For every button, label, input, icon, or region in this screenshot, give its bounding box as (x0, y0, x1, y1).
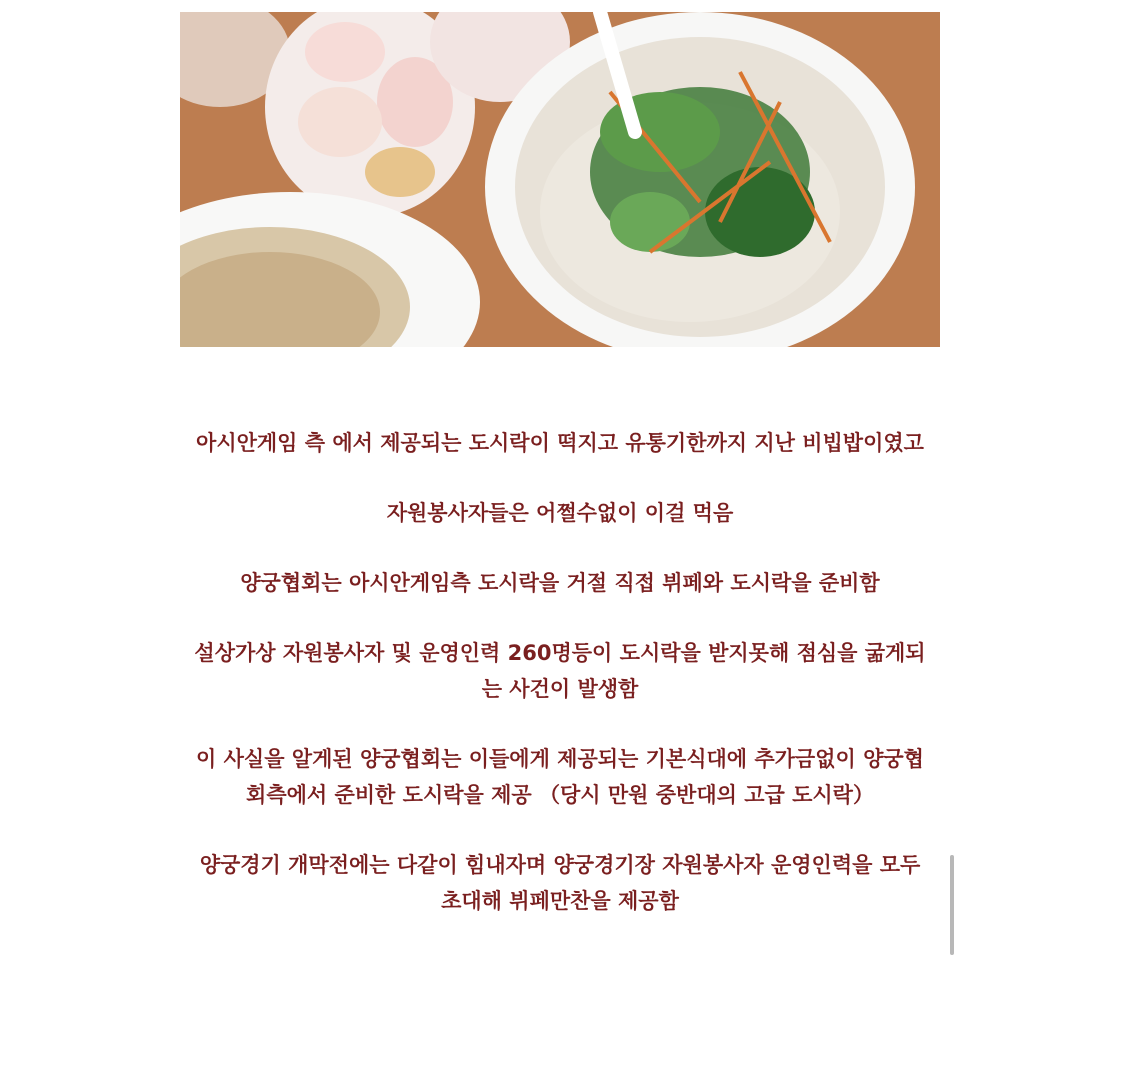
paragraph-2: 자원봉사자들은 어쩔수없이 이걸 먹음 (386, 501, 734, 525)
article-body (180, 425, 940, 953)
paragraph-5: 이 사실을 알게된 양궁협회는 이들에게 제공되는 기본식대에 추가금없이 양궁협회측에서 준비한 도시락을 제공 （당시 만원 중반대의 고급 도시락） (196, 747, 924, 807)
food-photo (180, 12, 940, 347)
food-photo-illustration (180, 12, 940, 347)
scrollbar-thumb[interactable] (950, 855, 954, 955)
paragraph-4: 설상가상 자원봉사자 및 운영인력 260명등이 도시락을 받지못해 점심을 굶게되는 사건이 발생함 (194, 641, 926, 701)
paragraph-6: 양궁경기 개막전에는 다같이 힘내자며 양궁경기장 자원봉사자 운영인력을 모두 초대해 뷔페만찬을 제공함 (199, 853, 921, 913)
paragraph-3: 양궁협회는 아시안게임측 도시락을 거절 직접 뷔페와 도시락을 준비함 (240, 571, 880, 595)
paragraph-1: 아시안게임 측 에서 제공되는 도시락이 떡지고 유통기한까지 지난 비빕밥이였고 (196, 431, 924, 455)
